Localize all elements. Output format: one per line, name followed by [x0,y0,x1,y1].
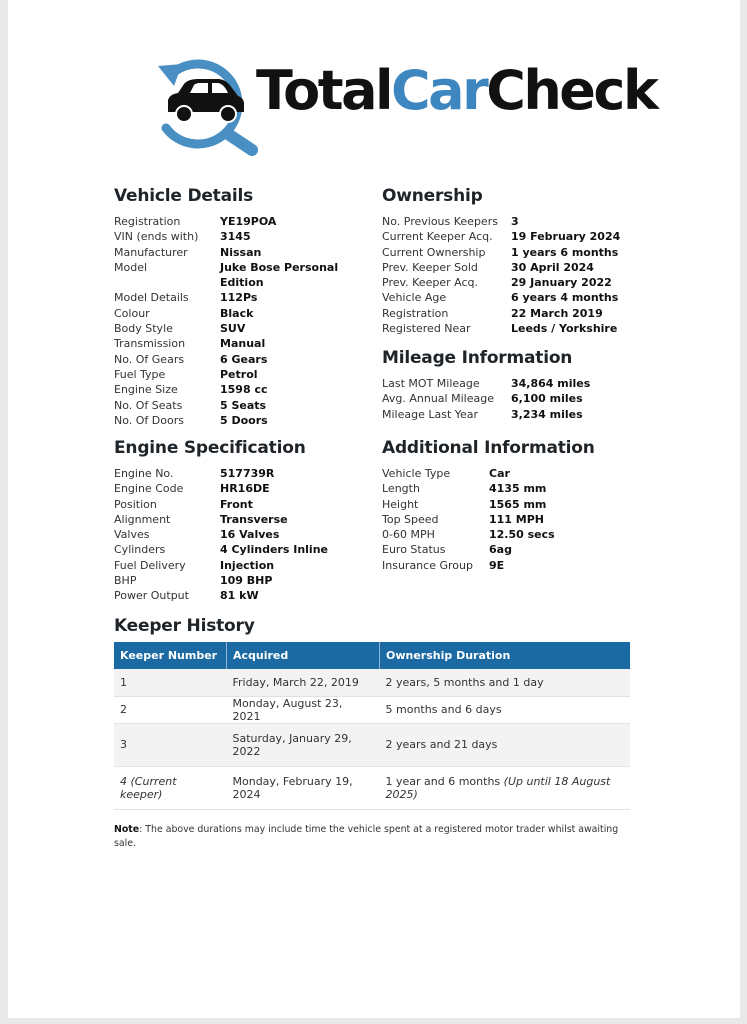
duration-text: 2 years and 21 days [385,738,498,751]
detail-value: Injection [220,558,275,572]
detail-label: Manufacturer [114,245,188,259]
detail-value: Car [489,467,510,480]
brand-logo [152,58,657,158]
detail-value: 1 years 6 months [511,245,619,259]
detail-row [382,391,632,406]
detail-value: 6,100 miles [511,392,583,406]
detail-value: HR16DE [220,482,270,496]
detail-row [382,481,632,496]
detail-row [382,376,632,391]
table-row [114,723,630,766]
detail-row [114,229,369,244]
brand-wordmark: TotalCarCheck [256,59,657,122]
keeper-number-cell [114,723,227,766]
detail-label: No. Of Gears [114,352,185,366]
mileage-title: Mileage Information [382,348,573,368]
detail-label: Engine No. [114,467,174,480]
detail-row [382,542,632,557]
detail-value: 9E [489,558,505,572]
detail-row [114,497,369,512]
detail-row [114,306,369,321]
detail-label: Prev. Keeper Sold [382,260,478,274]
detail-value: Nissan [220,245,262,259]
detail-label: Colour [114,306,150,320]
detail-row [382,466,632,481]
keeper-number: 2 [120,703,127,716]
detail-label: Mileage Last Year [382,407,479,421]
additional-info-title: Additional Information [382,438,595,458]
detail-label: Position [114,497,157,511]
table-header-row [114,642,630,669]
note-label: Note [114,824,140,835]
keeper-number-cell [114,696,227,723]
detail-value: Leeds / Yorkshire [511,322,618,336]
keeper-number: 4 [120,774,127,788]
duration-cell [380,766,631,809]
detail-value: 3145 [220,230,251,244]
detail-row [114,382,369,397]
duration-text: 2 years, 5 months and 1 day [385,675,544,689]
column-header: Acquired [227,642,380,669]
detail-row [114,466,369,481]
footnote [114,823,634,851]
detail-label: No. Of Doors [114,413,184,427]
detail-row [114,245,369,260]
detail-row [382,275,632,290]
detail-label: Last MOT Mileage [382,377,480,390]
detail-label: Avg. Annual Mileage [382,392,494,406]
detail-label: Fuel Delivery [114,558,186,572]
detail-label: Top Speed [382,512,439,526]
detail-value: 6 years 4 months [511,291,619,305]
detail-row [114,367,369,382]
detail-value: 1565 mm [489,497,547,511]
detail-row [114,290,369,305]
detail-row [382,527,632,542]
detail-label: Valves [114,528,150,542]
acquired-cell: Saturday, January 29, 2022 [227,723,380,766]
detail-label: Registration [382,306,449,320]
detail-value: 112Ps [220,291,258,305]
detail-label: Engine Code [114,482,184,496]
table-row [114,669,630,696]
ownership-title: Ownership [382,186,483,206]
detail-value: 3,234 miles [511,407,583,421]
detail-value: Transverse [220,512,288,526]
duration-cell [380,669,631,696]
table-row [114,696,630,723]
detail-value: 22 March 2019 [511,306,603,320]
detail-value: YE19POA [220,215,277,228]
detail-value: Juke Bose Personal Edition [220,260,339,290]
detail-label: Model [114,260,148,274]
detail-row [382,306,632,321]
detail-label: VIN (ends with) [114,230,199,244]
detail-value: Manual [220,337,266,351]
detail-label: Insurance Group [382,558,473,572]
detail-row [114,558,369,573]
detail-row [382,260,632,275]
report-page [8,0,740,1018]
keeper-history-table [114,642,630,810]
detail-value: 34,864 miles [511,377,591,390]
detail-value: 81 kW [220,589,259,603]
detail-label: Registration [114,215,181,228]
detail-row [114,398,369,413]
detail-value: 30 April 2024 [511,260,594,274]
detail-row [114,512,369,527]
detail-row [382,558,632,573]
acquired-cell: Monday, February 19, 2024 [227,766,380,809]
vehicle-details-list [114,214,369,428]
detail-value: 1598 cc [220,383,268,397]
detail-row [382,229,632,244]
engine-spec-list [114,466,369,604]
note-text: : The above durations may include time the vehicle spent at a registered motor trader whilst awaiting sale. [114,824,619,849]
detail-label: Current Ownership [382,245,486,259]
detail-value: 29 January 2022 [511,276,612,290]
detail-label: Engine Size [114,383,178,397]
detail-row [382,214,632,229]
detail-value: Black [220,306,254,320]
detail-value: 109 BHP [220,574,273,588]
duration-text: 1 year and 6 months [385,774,501,788]
detail-value: 5 Doors [220,413,268,427]
detail-value: 6ag [489,543,512,557]
detail-label: Current Keeper Acq. [382,230,493,244]
detail-row [114,214,369,229]
detail-label: Vehicle Type [382,467,451,480]
detail-row [382,407,632,422]
detail-label: Vehicle Age [382,291,447,305]
detail-label: Registered Near [382,322,471,336]
engine-spec-title: Engine Specification [114,438,306,458]
detail-row [382,497,632,512]
detail-row [114,573,369,588]
column-header: Ownership Duration [380,642,631,669]
detail-value: 6 Gears [220,352,268,366]
detail-label: No. Of Seats [114,398,183,412]
keeper-number-cell [114,766,227,809]
keeper-number: 3 [120,738,127,751]
vehicle-details-title: Vehicle Details [114,186,254,206]
mileage-list [382,376,632,422]
detail-value: 111 MPH [489,512,545,526]
detail-label: Height [382,497,419,511]
detail-value: 12.50 secs [489,528,555,542]
additional-info-list [382,466,632,573]
detail-value: 16 Valves [220,528,280,542]
duration-text: 5 months and 6 days [385,703,502,716]
detail-row [382,245,632,260]
detail-label: Fuel Type [114,367,166,381]
duration-note: (Up until 18 August 2025) [385,774,611,801]
detail-value: 3 [511,215,519,228]
detail-row [382,290,632,305]
acquired-cell: Friday, March 22, 2019 [227,669,380,696]
detail-label: No. Previous Keepers [382,215,498,228]
keeper-number: 1 [120,675,127,689]
detail-label: Transmission [114,337,186,351]
detail-row [114,527,369,542]
detail-value: Petrol [220,367,258,381]
duration-cell [380,723,631,766]
detail-label: Euro Status [382,543,446,557]
detail-label: Body Style [114,322,173,336]
detail-label: Model Details [114,291,189,305]
acquired-cell: Monday, August 23, 2021 [227,696,380,723]
detail-value: 4135 mm [489,482,547,496]
detail-value: SUV [220,322,246,336]
detail-value: 19 February 2024 [511,230,621,244]
detail-label: Prev. Keeper Acq. [382,276,478,290]
detail-row [114,336,369,351]
detail-row [114,481,369,496]
ownership-list [382,214,632,336]
detail-row [382,512,632,527]
detail-label: BHP [114,574,137,588]
detail-label: Power Output [114,589,189,603]
current-keeper-note: (Current keeper) [120,774,177,801]
detail-row [114,413,369,428]
magnifier-car-icon [152,58,264,158]
detail-value: 517739R [220,467,275,480]
table-row [114,766,630,809]
detail-value: 5 Seats [220,398,267,412]
detail-row [114,321,369,336]
detail-value: 4 Cylinders Inline [220,543,328,557]
detail-label: 0-60 MPH [382,528,435,542]
duration-cell [380,696,631,723]
detail-row [114,352,369,367]
keeper-history-title: Keeper History [114,616,255,636]
detail-label: Length [382,482,420,496]
detail-label: Cylinders [114,543,166,557]
detail-row [382,321,632,336]
column-header: Keeper Number [114,642,227,669]
detail-row [114,588,369,603]
detail-label: Alignment [114,512,171,526]
detail-row [114,260,369,291]
detail-row [114,542,369,557]
detail-value: Front [220,497,253,511]
keeper-number-cell [114,669,227,696]
